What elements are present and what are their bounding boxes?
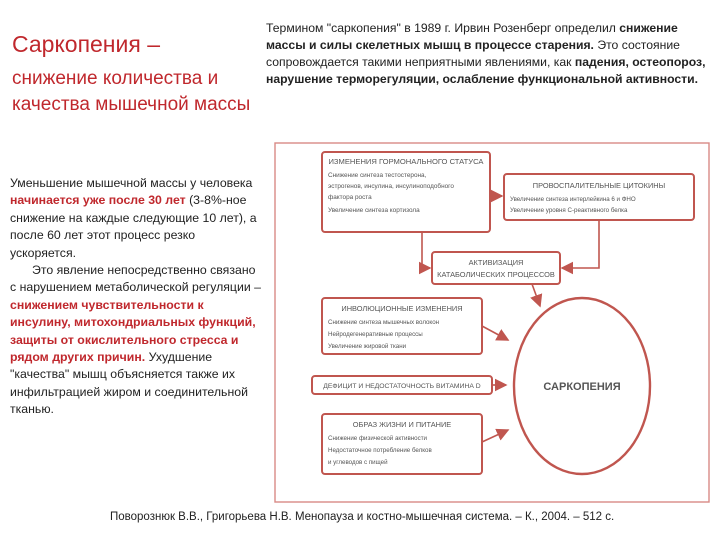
- intro-part1: Термином "саркопения" в 1989 г. Ирвин Розенберг определил: [266, 21, 620, 35]
- arrow-inflammatory-catabolic: [562, 220, 599, 268]
- left-paragraph-1: [10, 175, 262, 262]
- sarcopenia-label: САРКОПЕНИЯ: [543, 381, 621, 393]
- p1-text-a: Уменьшение мышечной массы у человека: [10, 176, 253, 190]
- involution-item-1: Снижение синтеза мышечных волокон: [328, 319, 440, 326]
- involution-item-2: Нейродегенеративные процессы: [328, 331, 423, 338]
- p1-highlight: начинается уже после 30 лет: [10, 193, 186, 208]
- intro-part4: падения, остеопороз, нарушение терморегуляции, ослабление функциональной активности.: [266, 55, 706, 86]
- lifestyle-title: ОБРАЗ ЖИЗНИ И ПИТАНИЕ: [352, 420, 452, 429]
- catabolic-title-l2: КАТАБОЛИЧЕСКИХ ПРОЦЕССОВ: [437, 270, 555, 279]
- arrow-involution-sarcopenia: [482, 326, 508, 340]
- arrow-lifestyle-sarcopenia: [482, 430, 508, 442]
- hormonal-item-4: Увеличение синтеза кортизола: [328, 207, 420, 214]
- involution-title: ИНВОЛЮЦИОННЫЕ ИЗМЕНЕНИЯ: [341, 304, 463, 313]
- lifestyle-item-2: Недостаточное потребление белков: [328, 447, 432, 454]
- arrow-hormonal-catabolic: [422, 232, 430, 268]
- lifestyle-item-1: Снижение физической активности: [328, 435, 427, 442]
- slide-title: [12, 30, 262, 118]
- sarcopenia-diagram: [272, 140, 712, 505]
- catabolic-box: [432, 252, 560, 284]
- p2-text-b: Ухудшение "качества" мышц объясняется также их инфильтрацией жиром и соединительной тканью.: [10, 350, 248, 417]
- lifestyle-item-3: и углеводов с пищей: [328, 459, 388, 466]
- hormonal-title: ИЗМЕНЕНИЯ ГОРМОНАЛЬНОГО СТАТУСА: [328, 157, 484, 166]
- citation: Поворознюк В.В., Григорьева Н.В. Менопауза и костно-мышечная система. – К., 2004. – 512 с.: [110, 511, 615, 523]
- p2-text-a: Это явление непосредственно связано с нарушением метаболической регуляции –: [10, 263, 261, 295]
- intro-part3: Это состояние сопровождается такими неприятными явлениями, как: [266, 38, 680, 69]
- p1-text-b: (3-8%-ное снижение на каждые следующие 10 лет), а после 60 лет этот процесс резко ускоряется.: [10, 193, 257, 260]
- title-main: Саркопения –: [12, 31, 160, 57]
- vitamin-d-title: ДЕФИЦИТ И НЕДОСТАТОЧНОСТЬ ВИТАМИНА D: [323, 383, 481, 390]
- p2-highlight: снижением чувствительности к инсулину, митохондриальных функций, защиты от окислительного стресса и рядом других причин.: [10, 297, 256, 365]
- left-paragraph-2: [10, 262, 262, 419]
- hormonal-item-2: эстрогенов, инсулина, инсулиноподобного: [328, 183, 454, 190]
- inflammatory-item-2: Увеличение уровня С-реактивного белка: [510, 207, 628, 214]
- arrow-catabolic-sarcopenia: [532, 284, 540, 306]
- diagram-svg: [272, 140, 712, 505]
- catabolic-title-l1: АКТИВИЗАЦИЯ: [468, 258, 524, 267]
- inflammatory-item-1: Увеличение синтеза интерлейкина 6 и ФНО: [510, 196, 636, 203]
- hormonal-item-1: Снижение синтеза тестостерона,: [328, 172, 427, 179]
- inflammatory-title: ПРОВОСПАЛИТЕЛЬНЫЕ ЦИТОКИНЫ: [532, 181, 666, 190]
- intro-part2: снижение массы и силы скелетных мышц в процессе старения.: [266, 21, 678, 52]
- involution-item-3: Увеличение жировой ткани: [328, 343, 407, 350]
- hormonal-item-3: фактора роста: [328, 194, 372, 201]
- left-text-block: [10, 175, 262, 419]
- title-sub: снижение количества и качества мышечной массы: [12, 68, 251, 115]
- intro-paragraph: [266, 20, 716, 88]
